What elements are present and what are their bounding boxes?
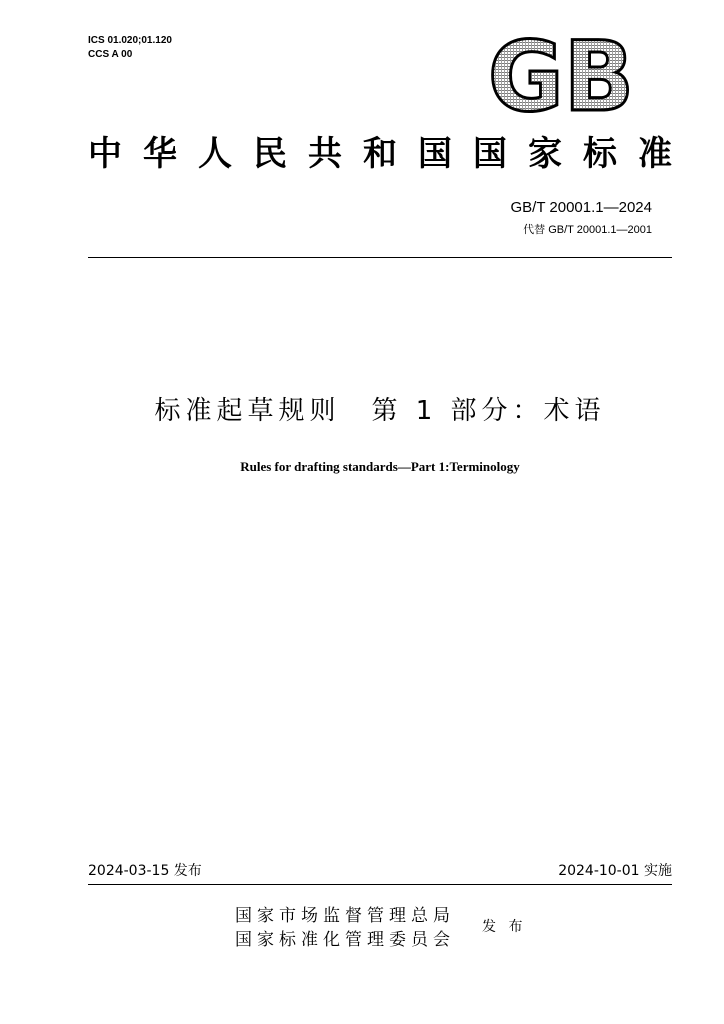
gb-logo-text: GB [488, 36, 634, 114]
publish-date: 2024-03-15 发布 [88, 863, 202, 879]
issue-action-label: 发 布 [482, 919, 527, 935]
standard-number: GB/T 20001.1—2024 [510, 199, 652, 216]
ics-code: ICS 01.020;01.120 [88, 35, 172, 46]
issuer-samr: 国家市场监督管理总局 [235, 906, 455, 926]
implementation-date: 2024-10-01 实施 [558, 863, 672, 879]
replaces-standard: 代替 GB/T 20001.1—2001 [523, 224, 652, 236]
ccs-code: CCS A 00 [88, 49, 133, 60]
issuer-sac: 国家标准化管理委员会 [235, 930, 455, 950]
bottom-divider [88, 884, 672, 885]
title-chinese: 标准起草规则 第 1 部分：术语 [154, 396, 606, 426]
national-standard-heading: 中华人民共和国国家标准 [88, 134, 672, 174]
gb-logo [486, 36, 636, 114]
top-divider [88, 257, 672, 258]
title-english: Rules for drafting standards—Part 1:Terminology [240, 459, 520, 474]
